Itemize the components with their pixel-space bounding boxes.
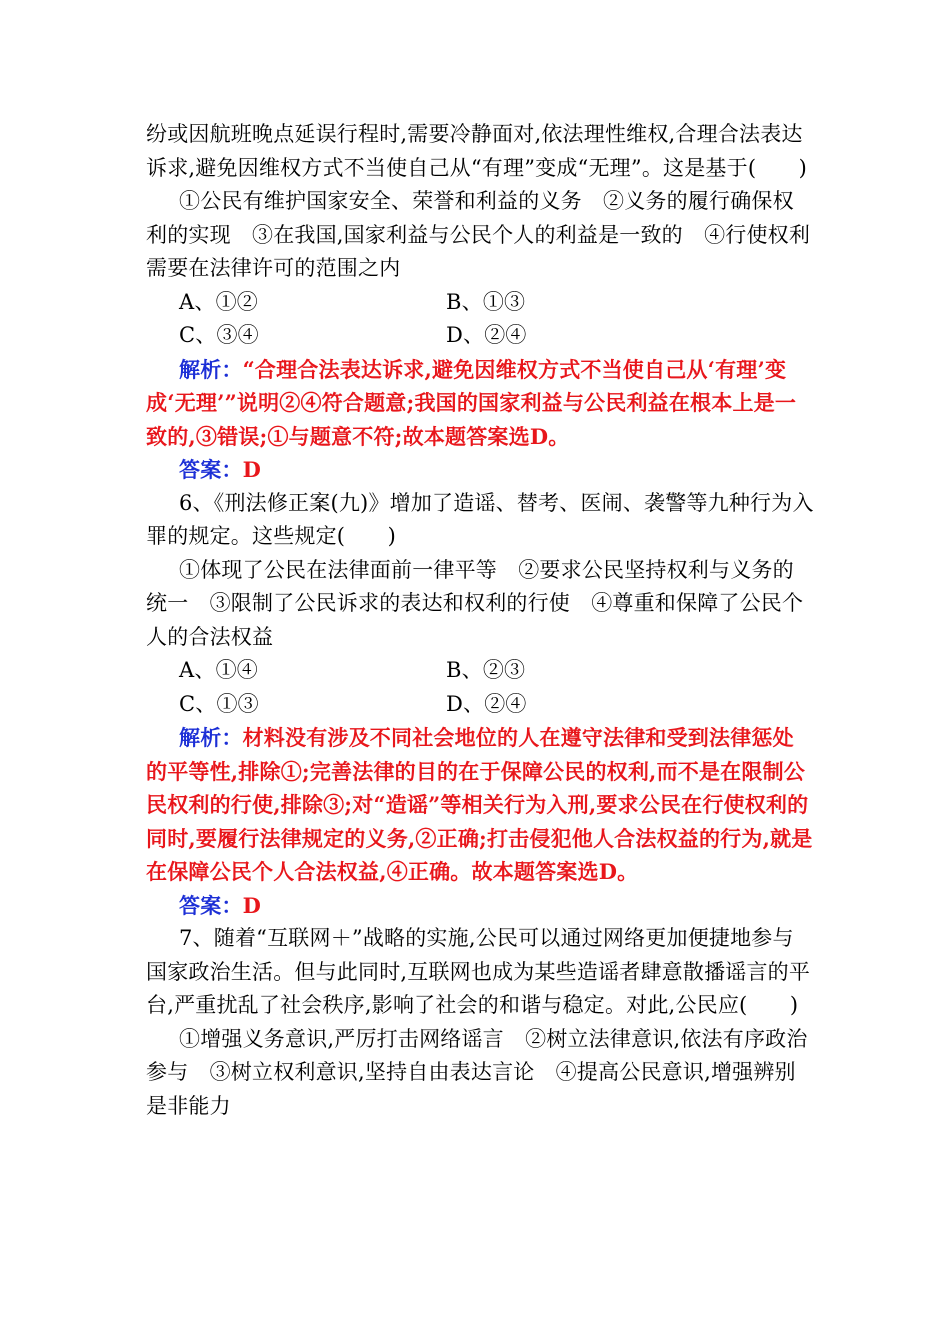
q7-statements: ①增强义务意识,严厉打击网络谣言 ②树立法律意识,依法有序政治参与 ③树立权利意识,坚持自由表达言论 ④提高公民意识,增强辨别是非能力 bbox=[146, 1026, 808, 1118]
q6-option-c: C、①③ bbox=[179, 691, 259, 716]
q5-stem: 纷或因航班晚点延误行程时,需要冷静面对,依法理性维权,合理合法表达诉求,避免因维权方式不当使自己从“有理”变成“无理”。这是基于( ) bbox=[146, 122, 808, 180]
q6-options-row-2 bbox=[146, 688, 814, 722]
q5-analysis-text: “合理合法表达诉求,避免因维权方式不当使自己从‘有理’变成‘无理’”说明②④符合题意;我国的国家利益与公民利益在根本上是一致的,③错误;①与题意不符;故本题答案选D。 bbox=[146, 356, 797, 449]
q6-answer bbox=[146, 889, 814, 923]
q5-analysis-label: 解析： bbox=[179, 356, 243, 382]
q6-answer-value: D bbox=[242, 892, 262, 918]
q7-stem: 7、随着“互联网＋”战略的实施,公民可以通过网络更加便捷地参与国家政治生活。但与此同时,互联网也成为某些造谣者肆意散播谣言的平台,严重扰乱了社会秩序,影响了社会的和谐与稳定。对此,公民应( ) bbox=[146, 926, 811, 1017]
q5-option-b: B、①③ bbox=[446, 289, 526, 314]
q5-answer bbox=[146, 453, 814, 487]
q5-option-d: D、②④ bbox=[446, 323, 527, 347]
q6-option-a: A、①④ bbox=[179, 658, 258, 682]
q6-analysis bbox=[146, 721, 814, 889]
document-page bbox=[146, 118, 814, 1123]
q5-options-row-2 bbox=[146, 319, 814, 353]
q6-statements: ①体现了公民在法律面前一律平等 ②要求公民坚持权利与义务的统一 ③限制了公民诉求的表达和权利的行使 ④尊重和保障了公民个人的合法权益 bbox=[146, 557, 804, 649]
q5-option-a: A、①② bbox=[179, 289, 258, 314]
q6-option-b: B、②③ bbox=[446, 658, 526, 682]
q6-answer-label: 答案： bbox=[179, 892, 243, 918]
q5-options-row-1 bbox=[146, 286, 814, 320]
q5-statements: ①公民有维护国家安全、荣誉和利益的义务 ②义务的履行确保权利的实现 ③在我国,国家利益与公民个人的利益是一致的 ④行使权利需要在法律许可的范围之内 bbox=[146, 189, 811, 280]
q6-stem: 6、《刑法修正案(九)》增加了造谣、替考、医闹、袭警等九种行为入罪的规定。这些规定( ) bbox=[146, 490, 814, 548]
q6-options-row-1 bbox=[146, 654, 814, 688]
q5-answer-value: D bbox=[242, 457, 262, 482]
q5-option-c: C、③④ bbox=[179, 323, 259, 347]
q6-option-d: D、②④ bbox=[446, 691, 527, 716]
q5-answer-label: 答案： bbox=[179, 457, 243, 482]
q6-analysis-text: 材料没有涉及不同社会地位的人在遵守法律和受到法律惩处的平等性,排除①;完善法律的目的在于保障公民的权利,而不是在限制公民权利的行使,排除③;对“造谣”等相关行为入刑,要求公民在行使权利的同时,要履行法律规定的义务,②正确;打击侵犯他人合法权益的行为,就是在保障公民个人合法权益,④正确。故本题答案选D。 bbox=[146, 725, 813, 884]
q6-analysis-label: 解析： bbox=[179, 725, 243, 750]
q5-analysis bbox=[146, 353, 814, 454]
